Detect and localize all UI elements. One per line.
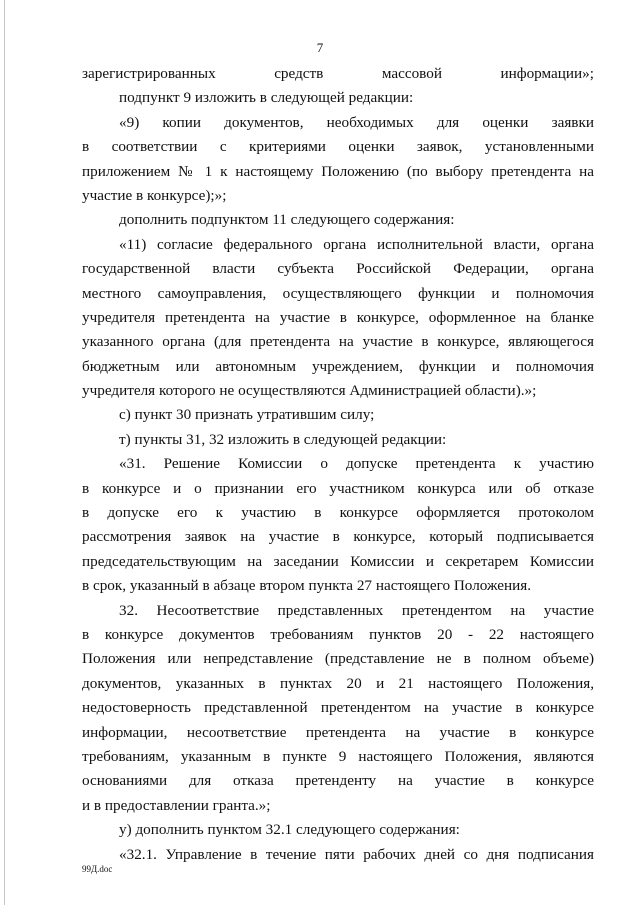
text-line: указанного органа (для претендента на участие в конкурсе, являющегося (82, 333, 594, 351)
text-line: с) пункт 30 признать утратившим силу; (119, 406, 375, 424)
text-line: и в предоставлении гранта.»; (82, 796, 271, 814)
text-line: дополнить подпунктом 11 следующего содержания: (119, 211, 455, 229)
text-line: «11) согласие федерального органа исполнительной власти, органа (119, 235, 594, 253)
page-number: 7 (316, 40, 324, 55)
text-line: зарегистрированных средств массовой информации»; (82, 65, 594, 82)
text-line: документов, указанных в пунктах 20 и 21 настоящего Положения, (82, 674, 594, 692)
text-line: подпункт 9 изложить в следующей редакции: (119, 89, 414, 107)
text-line: недостоверность представленной претендентом на участие в конкурсе (82, 699, 594, 717)
text-line: бюджетным или автономным учреждением, функции и полномочия (82, 357, 594, 375)
text-line: рассмотрения заявок на участие в конкурсе, который подписывается (82, 528, 594, 546)
document-body (82, 62, 594, 867)
text-line: учредителя которого не осуществляются Администрацией области).»; (82, 382, 537, 400)
text-line: у) дополнить пунктом 32.1 следующего содержания: (119, 821, 460, 839)
text-line: информации, несоответствие претендента на участие в конкурсе (82, 723, 594, 741)
text-line: в соответствии с критериями оценки заявок, установленными (82, 138, 594, 156)
text-line: основаниями для отказа претенденту на участие в конкурсе (82, 772, 594, 790)
text-line: в конкурсе документов требованиям пунктов 20 - 22 настоящего (82, 625, 594, 643)
footer-filename: 99Д.doc (82, 864, 113, 874)
scan-edge-line (4, 0, 5, 905)
text-line: в конкурсе и о признании его участником конкурса или об отказе (82, 479, 594, 497)
text-line: Положения или непредставление (представление не в полном объеме) (82, 650, 594, 668)
text-line: т) пункты 31, 32 изложить в следующей редакции: (119, 430, 447, 448)
text-line: государственной власти субъекта Российской Федерации, органа (82, 260, 594, 278)
text-line: 32. Несоответствие представленных претендентом на участие (119, 601, 594, 619)
text-line: председательствующим на заседании Комиссии и секретарем Комиссии (82, 552, 594, 570)
text-line: «32.1. Управление в течение пяти рабочих дней со дня подписания (119, 845, 594, 863)
text-line: в допуске его к участию в конкурсе оформляется протоколом (82, 504, 594, 522)
text-line: требованиям, указанным в пункте 9 настоящего Положения, являются (82, 747, 594, 765)
text-line: учредителя претендента на участие в конкурсе, оформленное на бланке (82, 308, 594, 326)
text-line: участие в конкурсе);»; (82, 186, 227, 204)
text-line: приложением № 1 к настоящему Положению (по выбору претендента на (82, 162, 594, 180)
text-line: «9) копии документов, необходимых для оценки заявки (119, 113, 594, 131)
text-line: в срок, указанный в абзаце втором пункта 27 настоящего Положения. (82, 577, 532, 595)
text-line: местного самоуправления, осуществляющего функции и полномочия (82, 284, 594, 302)
text-line: «31. Решение Комиссии о допуске претендента к участию (119, 455, 594, 473)
